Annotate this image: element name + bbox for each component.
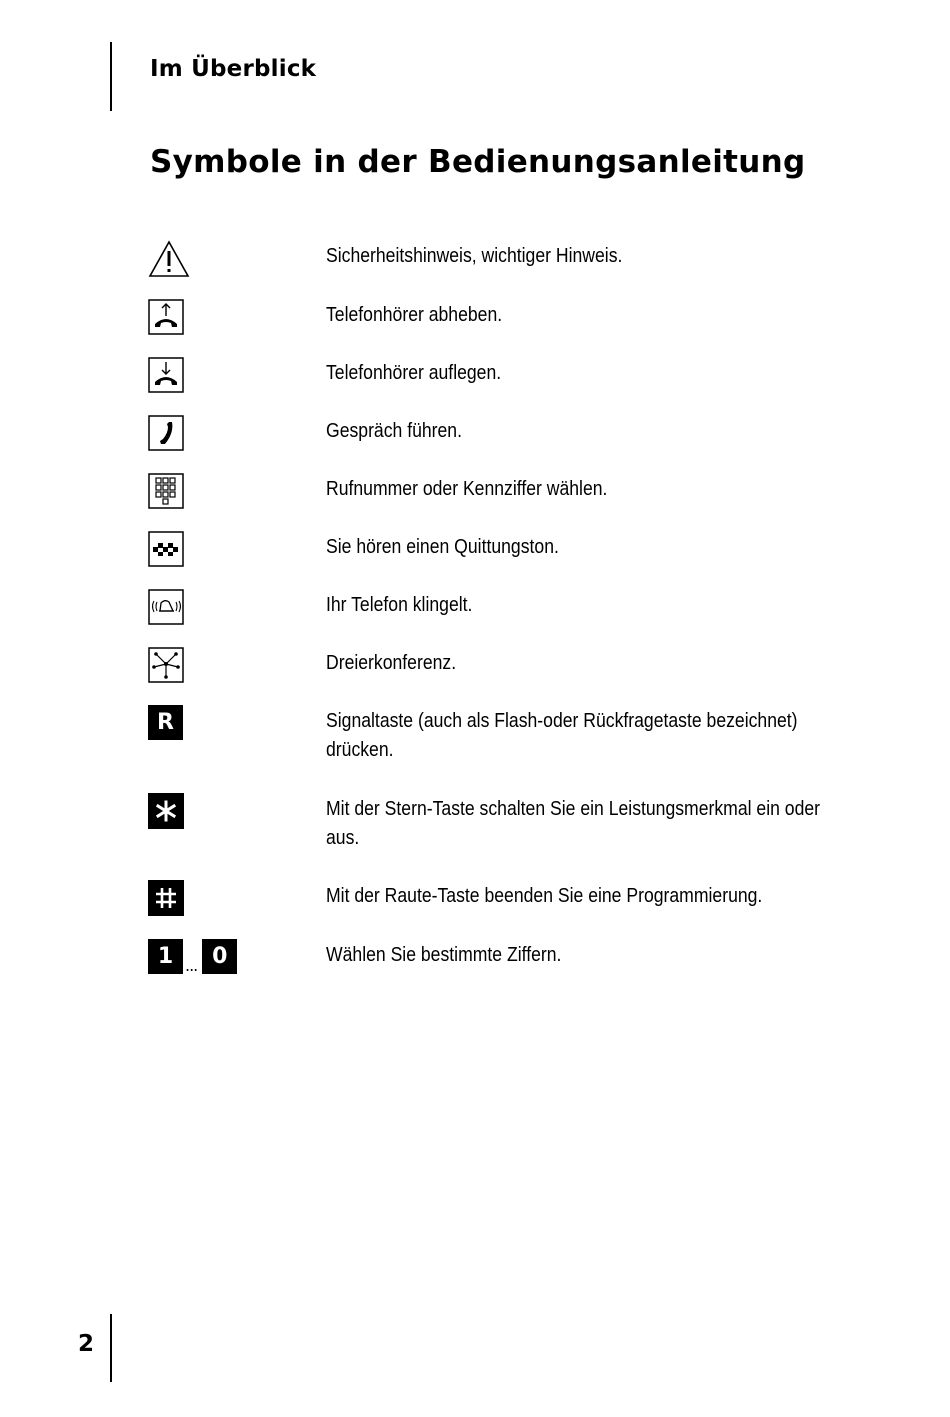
symbol-description: Telefonhörer auflegen. (326, 362, 502, 384)
digit-key-one: 1 (148, 939, 183, 974)
symbol-description: Gespräch führen. (326, 420, 462, 442)
symbol-description: Mit der Stern-Taste schalten Sie ein Leistungsmerkmal ein oder aus. (326, 798, 821, 849)
section-header: Im Überblick (150, 56, 317, 82)
ringing-bell-icon (148, 589, 184, 625)
digit-key-zero: 0 (202, 939, 237, 974)
margin-rule-bottom (110, 1314, 112, 1382)
symbol-description: Signaltaste (auch als Flash-oder Rückfragetaste bezeichnet) drücken. (326, 710, 798, 761)
warning-triangle-icon (148, 240, 190, 278)
margin-rule-top (110, 42, 112, 111)
symbol-description: Ihr Telefon klingelt. (326, 594, 473, 616)
page-title: Symbole in der Bedienungsanleitung (150, 144, 806, 180)
digit-range-ellipsis: ... (185, 956, 198, 975)
handset-hangup-icon (148, 357, 184, 393)
symbol-description: Rufnummer oder Kennziffer wählen. (326, 478, 608, 500)
digit-keys-icon (148, 939, 237, 974)
conference-icon (148, 647, 184, 683)
handset-talk-icon (148, 415, 184, 451)
symbol-description: Sie hören einen Quittungston. (326, 536, 559, 558)
keypad-icon (148, 473, 184, 509)
symbol-description: Mit der Raute-Taste beenden Sie eine Programmierung. (326, 885, 763, 907)
confirmation-tone-icon (148, 531, 184, 567)
hash-key-icon (148, 880, 184, 916)
symbol-description: Telefonhörer abheben. (326, 304, 503, 326)
r-key-icon: R (148, 705, 183, 740)
handset-lift-icon (148, 299, 184, 335)
symbol-description: Wählen Sie bestimmte Ziffern. (326, 944, 562, 966)
star-key-icon (148, 793, 184, 829)
symbol-description: Sicherheitshinweis, wichtiger Hinweis. (326, 245, 623, 267)
page-number: 2 (78, 1331, 95, 1357)
symbol-description: Dreierkonferenz. (326, 652, 457, 674)
